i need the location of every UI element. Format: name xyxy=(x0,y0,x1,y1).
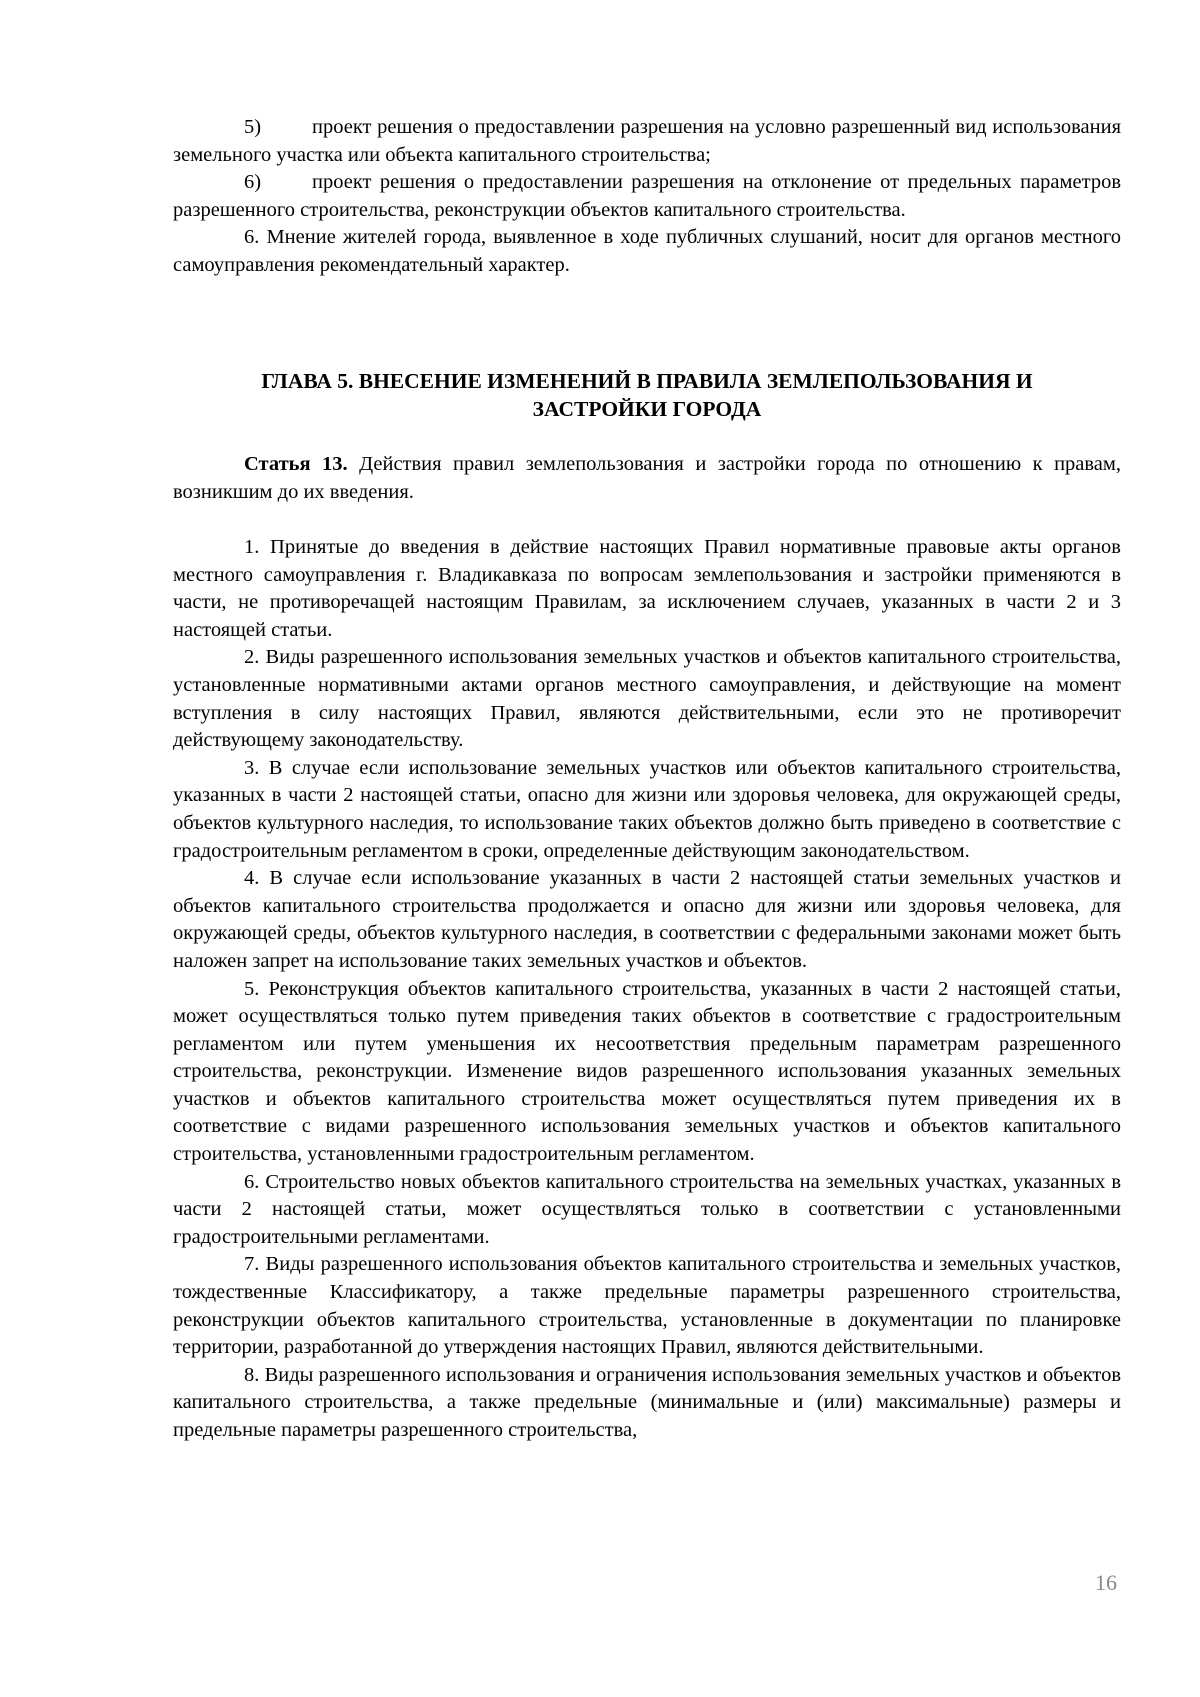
paragraph: 4. В случае если использование указанных в части 2 настоящей статьи земельных участков и объектов капитального строительства продолжается и опасно для жизни или здоровья человека, для окружающей среды, объектов культурного наследия, в соответствии с федеральными законами может быть наложен запрет на использование таких земельных участков и объектов. xyxy=(173,867,1121,972)
top-section xyxy=(173,114,1121,280)
chapter-heading-line: ЗАСТРОЙКИ ГОРОДА xyxy=(532,397,762,421)
paragraph: 5. Реконструкция объектов капитального строительства, указанных в части 2 настоящей статьи, может осуществляться только путем приведения таких объектов в соответствие с градостроительным регламентом или путем уменьшения их несоответствия предельным параметрам разрешенного строительства, реконструкции. Изменение видов разрешенного использования указанных земельных участков и объектов капитального строительства может осуществляться путем приведения их в соответствие с видами разрешенного использования земельных участков и объектов капитального строительства, установленными градостроительным регламентом. xyxy=(173,977,1121,1166)
article-label: Статья 13. xyxy=(244,453,348,475)
article-section xyxy=(173,451,1121,506)
list-item-number: 6) xyxy=(244,171,262,194)
list-item-text: проект решения о предоставлении разрешения на отклонение от предельных параметров разрешенного строительства, реконструкции объектов капитального строительства. xyxy=(173,171,1121,221)
paragraph: 6. Строительство новых объектов капитального строительства на земельных участках, указанных в части 2 настоящей статьи, может осуществляться только в соответствии с установленными градостроительными регламентами. xyxy=(173,1170,1121,1248)
page-number: 16 xyxy=(1095,1570,1117,1595)
article-body xyxy=(173,534,1121,1445)
paragraph: 1. Принятые до введения в действие настоящих Правил нормативные правовые акты органов местного самоуправления г. Владикавказа по вопросам землепользования и застройки применяются в части, не противоречащей настоящим Правилам, за исключением случаев, указанных в части 2 и 3 настоящей статьи. xyxy=(173,536,1121,641)
chapter-heading xyxy=(173,367,1121,423)
paragraph: 3. В случае если использование земельных участков или объектов капитального строительства, указанных в части 2 настоящей статьи, опасно для жизни или здоровья человека, для окружающей среды, объектов культурного наследия, то использование таких объектов должно быть приведено в соответствие с градостроительным регламентом в сроки, определенные действующим законодательством. xyxy=(173,756,1121,862)
list-item xyxy=(173,169,1121,224)
paragraph: 2. Виды разрешенного использования земельных участков и объектов капитального строительства, установленные нормативными актами органов местного самоуправления, и действующие на момент вступления в силу настоящих Правил, являются действительными, если это не противоречит действующему законодательству. xyxy=(173,646,1121,752)
paragraph: 8. Виды разрешенного использования и ограничения использования земельных участков и объектов капитального строительства, а также предельные (минимальные и (или) максимальные) размеры и предельные параметры разрешенного строительства, xyxy=(173,1363,1121,1441)
list-item-text: проект решения о предоставлении разрешения на условно разрешенный вид использования земельного участка или объекта капитального строительства; xyxy=(173,116,1121,166)
list-item-number: 5) xyxy=(244,116,262,138)
paragraph: 6. Мнение жителей города, выявленное в ходе публичных слушаний, носит для органов местного самоуправления рекомендательный характер. xyxy=(173,226,1121,276)
paragraph: 7. Виды разрешенного использования объектов капитального строительства и земельных участков, тождественные Классификатору, а также предельные параметры разрешенного строительства, реконструкции объектов капитального строительства, установленные в документации по планировке территории, разработанной до утверждения настоящих Правил, являются действительными. xyxy=(173,1253,1121,1359)
list-item xyxy=(173,114,1121,169)
article-heading xyxy=(173,451,1121,506)
article-title: Действия правил землепользования и застройки города по отношению к правам, возникшим до их введения. xyxy=(173,453,1121,503)
chapter-heading-line: ГЛАВА 5. ВНЕСЕНИЕ ИЗМЕНЕНИЙ В ПРАВИЛА ЗЕМЛЕПОЛЬЗОВАНИЯ И xyxy=(261,369,1033,393)
